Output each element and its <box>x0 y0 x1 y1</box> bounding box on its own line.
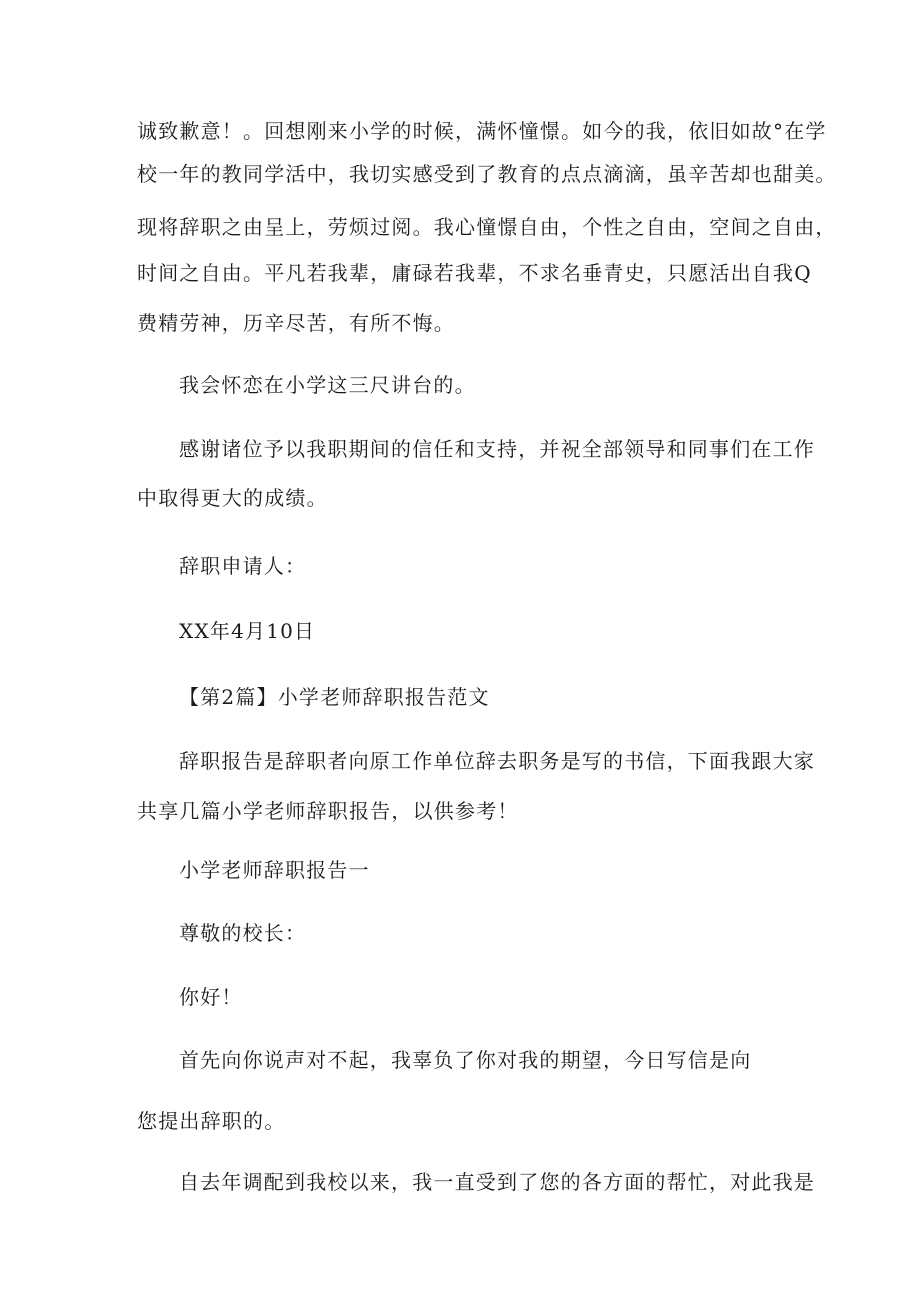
paragraph-line: 校一年的教同学活中，我切实感受到了教育的点点滴滴，虽辛苦却也甜美。 <box>137 162 837 186</box>
paragraph-line: 我会怀恋在小学这三尺讲台的。 <box>179 373 476 397</box>
paragraph-line: 自去年调配到我校以来，我一直受到了您的各方面的帮忙，对此我是 <box>179 1170 815 1194</box>
paragraph-line: 时间之自由。平凡若我辈，庸碌若我辈，不求名垂青史，只愿活出自我Q <box>137 261 812 285</box>
signature-label: 辞职申请人： <box>179 554 307 578</box>
date-line: XX年4月10日 <box>179 619 316 643</box>
paragraph-line: 辞职报告是辞职者向原工作单位辞去职务是写的书信，下面我跟大家 <box>179 749 815 773</box>
salutation: 尊敬的校长： <box>179 921 307 945</box>
section-heading: 【第2篇】小学老师辞职报告范文 <box>179 685 490 709</box>
paragraph-line: 首先向你说声对不起，我辜负了你对我的期望，今日写信是向 <box>179 1048 752 1072</box>
paragraph-line: 中取得更大的成绩。 <box>137 486 328 510</box>
paragraph-line: 共享几篇小学老师辞职报告，以供参考！ <box>137 799 519 823</box>
subheading: 小学老师辞职报告一 <box>179 858 370 882</box>
greeting: 你好！ <box>179 985 243 1009</box>
paragraph-line: 您提出辞职的。 <box>137 1109 286 1133</box>
paragraph-line: 现将辞职之由呈上，劳烦过阅。我心憧憬自由，个性之自由，空间之自由， <box>137 215 837 239</box>
paragraph-line: 感谢诸位予以我职期间的信任和支持，并祝全部领导和同事们在工作 <box>179 437 815 461</box>
paragraph-line: 诚致歉意！。回想刚来小学的时候，满怀憧憬。如今的我，依旧如故°在学 <box>137 119 827 143</box>
paragraph-line: 费精劳神，历辛尽苦，有所不悔。 <box>137 311 455 335</box>
